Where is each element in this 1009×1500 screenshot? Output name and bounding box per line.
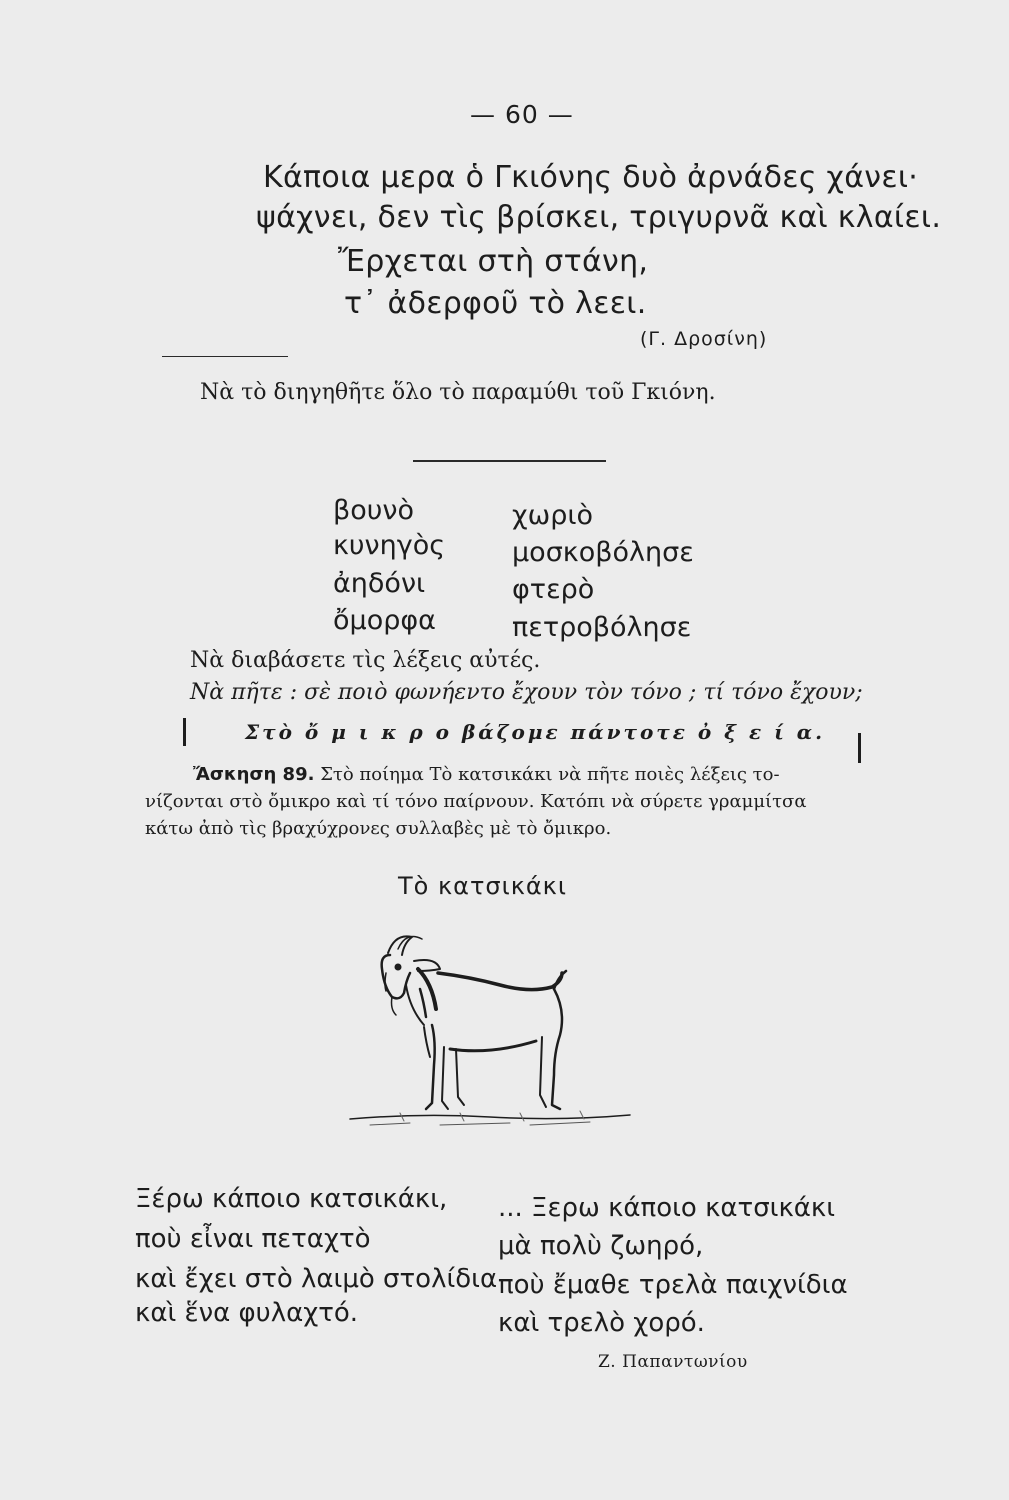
poem2-right-line-2: μὰ πολὺ ζωηρό, — [498, 1231, 704, 1261]
poem1-line-4: τ᾽ ἀδερφοῦ τὸ λεει. — [344, 286, 647, 321]
poem1-line-1: Κάποια μερα ὁ Γκιόνης δυὸ ἀρνάδες χάνει· — [263, 160, 919, 195]
rule-right-bar — [858, 733, 861, 763]
poem1-source: (Γ. Δροσίνη) — [640, 328, 768, 350]
poem1-line-2: ψάχνει, δεν τὶς βρίσκει, τριγυρνᾶ καὶ κλαίει. — [256, 200, 942, 235]
exercise-label: Ἄσκηση 89. — [193, 764, 315, 785]
goat-illustration — [340, 925, 640, 1135]
page-number: — 60 — — [470, 100, 574, 129]
word-right-1: χωριὸ — [512, 500, 593, 531]
short-divider — [162, 356, 288, 357]
word-left-2: κυνηγὸς — [333, 530, 446, 561]
word-right-2: μοσκοβόλησε — [512, 537, 694, 568]
instruction-retell: Νὰ τὸ διηγηθῆτε ὅλο τὸ παραμύθι τοῦ Γκιόνη. — [200, 380, 716, 405]
word-left-3: ἀηδόνι — [333, 568, 426, 599]
poem2-left-line-1: Ξέρω κάποιο κατσικάκι, — [135, 1184, 448, 1214]
poem2-title: Τὸ κατσικάκι — [398, 872, 567, 900]
word-right-3: φτερὸ — [512, 574, 595, 605]
exercise-text-1: Στὸ ποίημα Τὸ κατσικάκι νὰ πῆτε ποιὲς λέξεις το- — [320, 764, 780, 785]
poem2-right-line-3: ποὺ ἔμαθε τρελὰ παιχνίδια — [498, 1270, 848, 1300]
poem2-right-line-1: ... Ξερω κάποιο κατσικάκι — [498, 1193, 836, 1223]
instruction-accent-question: Νὰ πῆτε : σὲ ποιὸ φωνήεντο ἔχουν τὸν τόνο ; τί τόνο ἔχουν; — [190, 680, 863, 705]
exercise-line-3: κάτω ἀπὸ τὶς βραχύχρονες συλλαβὲς μὲ τὸ ὄμικρο. — [145, 818, 612, 839]
word-left-1: βουνὸ — [333, 495, 414, 526]
poem2-right-line-4: καὶ τρελὸ χορό. — [498, 1308, 705, 1338]
exercise-line-2: νίζονται στὸ ὄμικρο καὶ τί τόνο παίρνουν. Κατόπι νὰ σύρετε γραμμίτσα — [145, 791, 807, 812]
word-right-4: πετροβόλησε — [512, 612, 692, 643]
poem1-line-3: Ἔρχεται στὴ στάνη, — [338, 244, 649, 279]
section-divider — [413, 460, 606, 462]
instruction-read-words: Νὰ διαβάσετε τὶς λέξεις αὐτές. — [190, 648, 541, 673]
poem2-left-line-4: καὶ ἕνα φυλαχτό. — [135, 1298, 359, 1328]
poem2-author: Ζ. Παπαντωνίου — [598, 1352, 748, 1372]
spelling-rule: Στὸ ὄ μ ι κ ρ ο βάζομε πάντοτε ὀ ξ ε ί α. — [245, 720, 826, 744]
exercise-line-1 — [193, 765, 780, 785]
poem2-left-line-2: ποὺ εἶναι πεταχτὸ — [135, 1224, 371, 1254]
word-left-4: ὄμορφα — [333, 605, 436, 636]
rule-left-bar — [183, 718, 186, 746]
poem2-left-line-3: καὶ ἔχει στὸ λαιμὸ στολίδια — [135, 1264, 498, 1294]
